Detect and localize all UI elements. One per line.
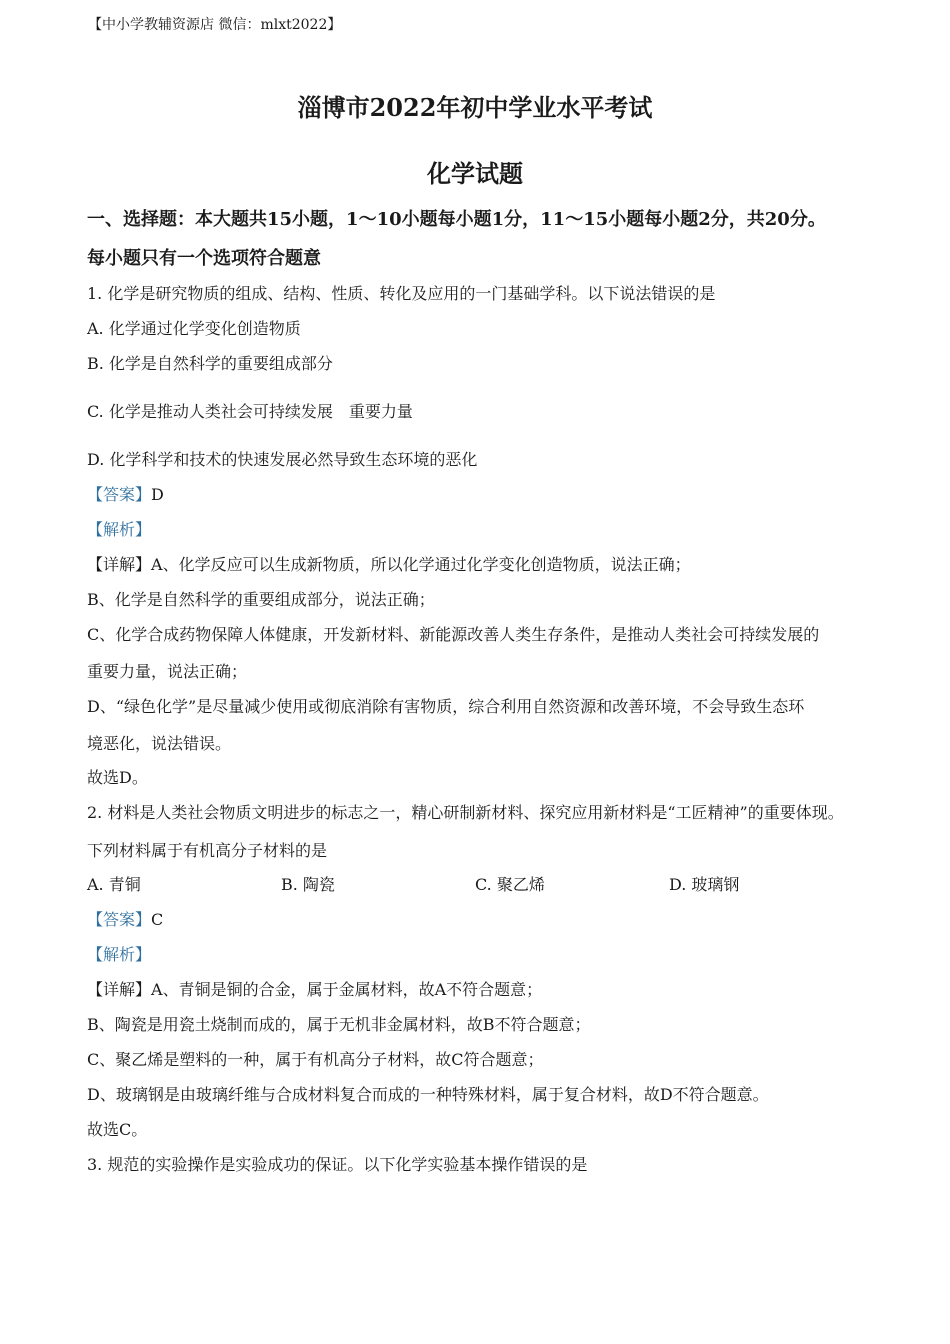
q2-conclusion: 故选C。: [87, 1120, 148, 1139]
q1-option-a: A. 化学通过化学变化创造物质: [87, 319, 301, 338]
q1-detail-line: [87, 555, 691, 575]
q2-stem-cont: 下列材料属于有机高分子材料的是: [87, 841, 328, 860]
q2-analysis-tag: 【解析】: [87, 945, 152, 964]
q1-detail-line: 重要力量，说法正确；: [87, 662, 248, 681]
q2-option-c: C. 聚乙烯: [475, 875, 545, 894]
detail-tag: 【详解】: [87, 555, 152, 574]
q2-stem: 2. 材料是人类社会物质文明进步的标志之一，精心研制新材料、探究应用新材料是“工匠精神”的重要体现。: [87, 803, 844, 822]
detail-tag: 【详解】: [87, 980, 152, 999]
answer-tag: 【答案】: [87, 910, 152, 929]
q2-option-b: B. 陶瓷: [281, 875, 335, 894]
detail-text: A、青铜是铜的合金，属于金属材料，故A不符合题意；: [151, 980, 543, 999]
page-title: 淄博市2022年初中学业水平考试: [297, 93, 653, 122]
answer-tag: 【答案】: [87, 485, 152, 504]
q1-answer: [87, 485, 164, 505]
q1-stem: 1. 化学是研究物质的组成、结构、性质、转化及应用的一门基础学科。以下说法错误的是: [87, 284, 716, 303]
q1-detail-line: B、化学是自然科学的重要组成部分，说法正确；: [87, 590, 435, 609]
q1-conclusion: 故选D。: [87, 768, 148, 787]
detail-text: A、化学反应可以生成新物质，所以化学通过化学变化创造物质，说法正确；: [151, 555, 691, 574]
q2-option-a: A. 青铜: [87, 875, 141, 894]
page-subtitle: 化学试题: [427, 159, 523, 188]
q1-option-c: C. 化学是推动人类社会可持续发展 重要力量: [87, 402, 413, 421]
q1-analysis-tag: 【解析】: [87, 520, 152, 539]
q1-detail-line: D、“绿色化学”是尽量减少使用或彻底消除有害物质，综合利用自然资源和改善环境，不会导致生态环: [87, 697, 805, 716]
q2-detail-line: B、陶瓷是用瓷土烧制而成的，属于无机非金属材料，故B不符合题意；: [87, 1015, 591, 1034]
q2-option-d: D. 玻璃钢: [669, 875, 740, 894]
q1-option-b: B. 化学是自然科学的重要组成部分: [87, 354, 333, 373]
q1-option-d: D. 化学科学和技术的快速发展必然导致生态环境的恶化: [87, 450, 478, 469]
header-note: 【中小学教辅资源店 微信：mlxt2022】: [88, 17, 342, 33]
q2-detail-line: D、玻璃钢是由玻璃纤维与合成材料复合而成的一种特殊材料，属于复合材料，故D不符合题意。: [87, 1085, 769, 1104]
q2-answer: [87, 910, 163, 930]
q1-detail-line: C、化学合成药物保障人体健康，开发新材料、新能源改善人类生存条件，是推动人类社会可持续发展的: [87, 625, 820, 644]
answer-value: C: [151, 910, 164, 929]
answer-value: D: [151, 485, 164, 504]
q3-stem: 3. 规范的实验操作是实验成功的保证。以下化学实验基本操作错误的是: [87, 1155, 588, 1174]
q2-detail-line: C、聚乙烯是塑料的一种，属于有机高分子材料，故C符合题意；: [87, 1050, 544, 1069]
q2-detail-line: [87, 980, 542, 1000]
section-note: 每小题只有一个选项符合题意: [87, 248, 321, 269]
q1-detail-line: 境恶化，说法错误。: [87, 734, 232, 753]
section-heading: 一、选择题：本大题共15小题，1～10小题每小题1分，11～15小题每小题2分，共20分。: [87, 209, 826, 230]
